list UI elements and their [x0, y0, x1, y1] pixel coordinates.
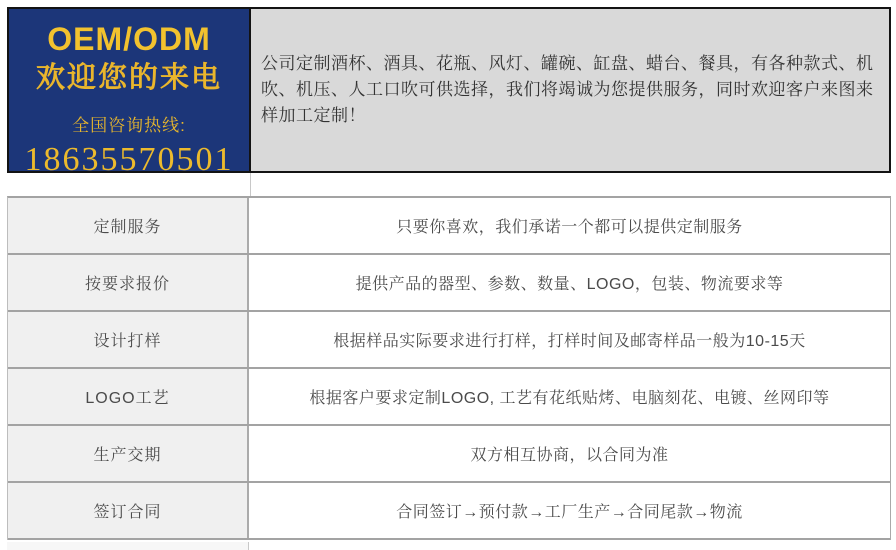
row-value: 根据客户要求定制LOGO, 工艺有花纸贴烤、电脑刻花、电镀、丝网印等	[249, 369, 890, 424]
table-row	[8, 255, 890, 312]
table-row	[8, 426, 890, 483]
partial-row-value-cell	[249, 542, 891, 550]
promo-section	[7, 7, 891, 178]
row-label: 定制服务	[8, 198, 249, 253]
row-label: 生产交期	[8, 426, 249, 481]
table-row	[8, 312, 890, 369]
intro-paragraph: 公司定制酒杯、酒具、花瓶、风灯、罐碗、缸盘、蜡台、餐具，有各种款式、机吹、机压、人工口吹可供选择，我们将竭诚为您提供服务，同时欢迎客户来图来样加工定制！	[261, 54, 874, 125]
row-label: LOGO工艺	[8, 369, 249, 424]
row-label: 按要求报价	[8, 255, 249, 310]
intro-panel	[251, 9, 889, 171]
row-value: 只要你喜欢，我们承诺一个都可以提供定制服务	[249, 198, 890, 253]
row-label: 签订合同	[8, 483, 249, 538]
hotline-phone-number: 18635570501	[24, 141, 234, 178]
row-label: 设计打样	[8, 312, 249, 367]
brand-subtitle: 欢迎您的来电	[35, 62, 222, 94]
row-value: 提供产品的器型、参数、数量、LOGO，包装、物流要求等	[249, 255, 890, 310]
table-row	[8, 198, 890, 255]
partial-row-label-cell	[7, 542, 249, 550]
row-value: 根据样品实际要求进行打样，打样时间及邮寄样品一般为10-15天	[249, 312, 890, 367]
table-row	[8, 483, 890, 540]
partial-next-row	[7, 542, 891, 550]
brand-title: OEM/ODM	[47, 21, 211, 57]
table-row	[8, 369, 890, 426]
service-table	[7, 196, 891, 540]
column-gridline	[250, 173, 251, 196]
brand-panel	[9, 9, 251, 178]
hotline-label: 全国咨询热线:	[72, 116, 186, 135]
row-value: 合同签订→预付款→工厂生产→合同尾款→物流	[249, 483, 890, 538]
row-value: 双方相互协商，以合同为准	[249, 426, 890, 481]
